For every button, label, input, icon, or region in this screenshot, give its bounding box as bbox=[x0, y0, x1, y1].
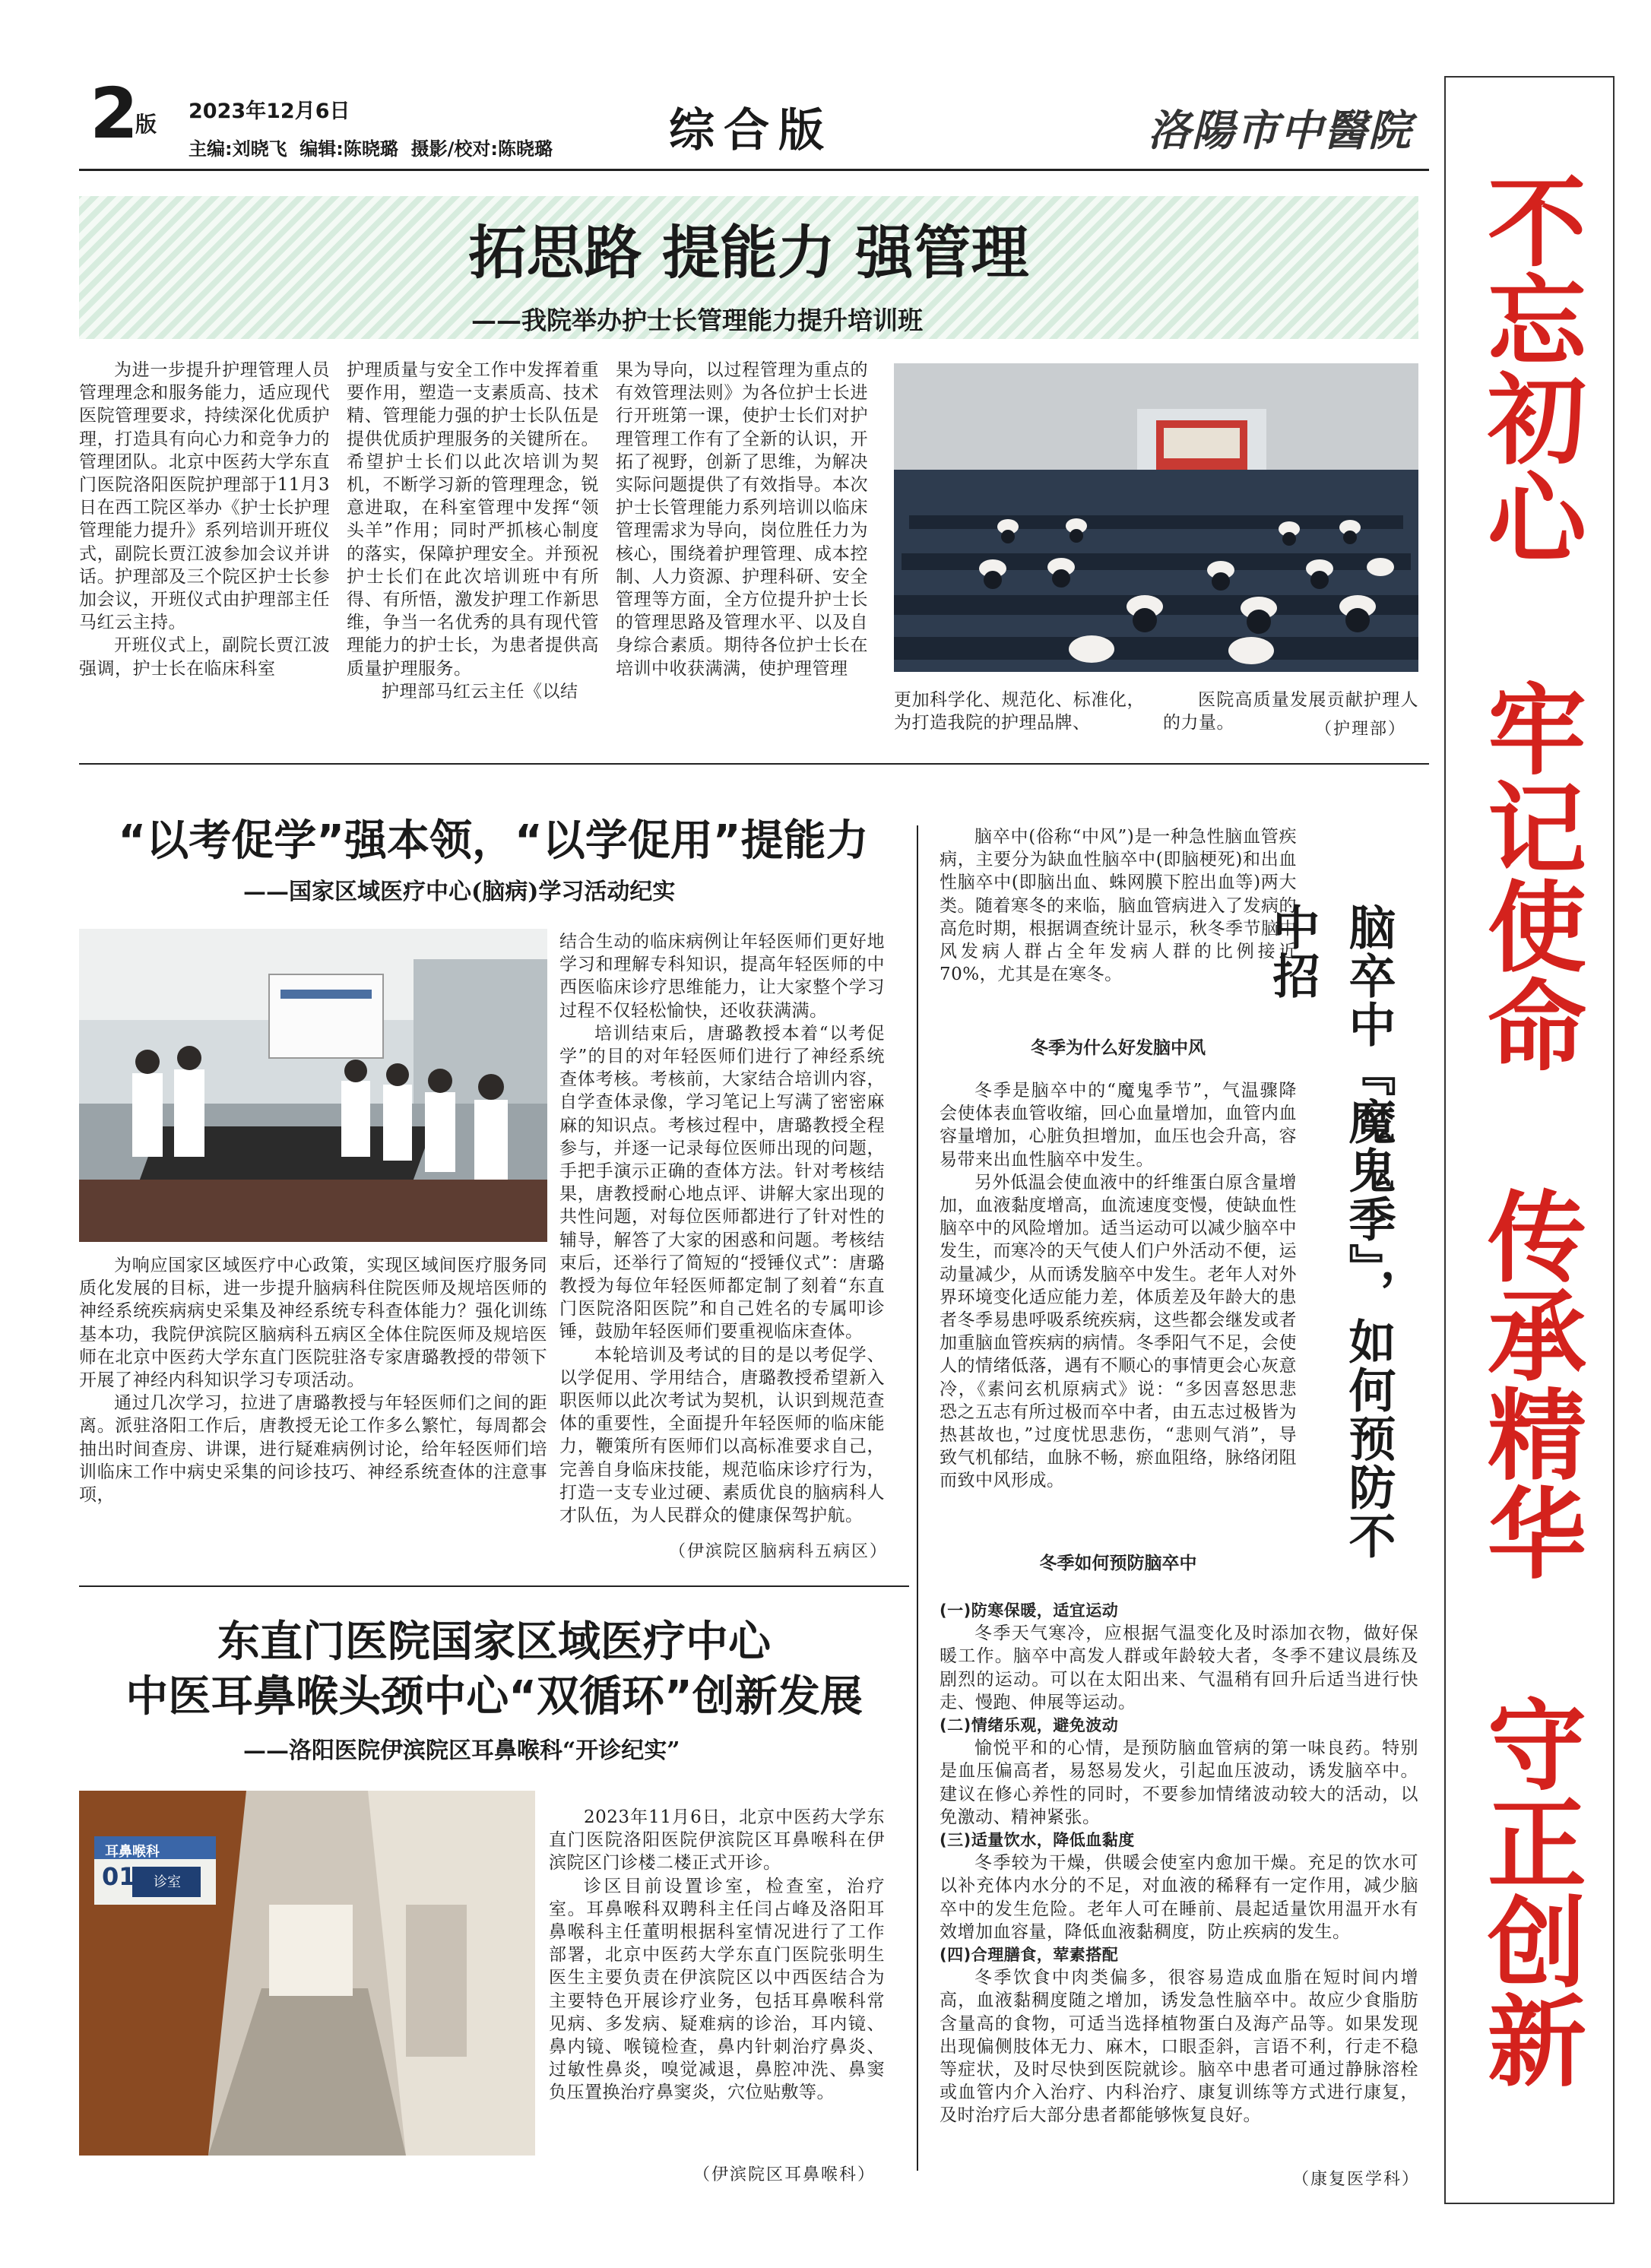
hospital-logo: 洛陽市中醫院 bbox=[1148, 106, 1412, 156]
article1-column-4: 更加科学化、规范化、标准化，为打造我院的护理品牌、 bbox=[894, 690, 1145, 733]
article1-column-5: 医院高质量发展贡献护理人的力量。 bbox=[1163, 690, 1418, 733]
slogan-line-3: 传承精华 bbox=[1471, 1186, 1588, 1581]
article1-source: （护理部） bbox=[1315, 720, 1407, 739]
doctor-training-photo bbox=[79, 929, 547, 1242]
article4-intro: 脑卒中(俗称“中风”)是一种急性脑血管疾病，主要分为缺血性脑卒中(即脑梗死)和出血性脑卒中(即脑出血、蛛网膜下腔出血等)两大类。随着寒冬的来临，脑血管病进入了发病的高危时期，根据调查统计显示，秋冬季节脑中风发病人群占全年发病人群的比例接近70%，尤其是在寒冬。 bbox=[940, 827, 1297, 985]
article3-source: （伊滨院区耳鼻喉科） bbox=[693, 2165, 876, 2184]
article4-heading-2: 冬季如何预防脑卒中 bbox=[1039, 1554, 1197, 1573]
article2-bottom-rule bbox=[79, 1585, 909, 1587]
clinic-sign-department: 耳鼻喉科 bbox=[105, 1844, 160, 1860]
article3-column: 2023年11月6日，北京中医药大学东直门医院洛阳医院伊滨院区耳鼻喉科在伊滨院区门诊楼二楼正式开诊。 诊区目前设置诊室，检查室，治疗室。耳鼻喉科双聘科主任闫占峰及洛阳耳鼻喉科主任董明根据科室情况进行了工作部署，北京中医药大学东直门医院张明生医生主要负责在伊滨院区以中西医结合为主要特色开展诊疗业务，包括耳鼻喉科常见病、多发病、疑难病的诊治，耳内镜、鼻内镜、喉镜检查，鼻内针刺治疗鼻炎、过敏性鼻炎，嗅觉减退，鼻腔冲洗、鼻窦负压置换治疗鼻窦炎，穴位贴敷等。 bbox=[549, 1807, 885, 2103]
slogan-line-2: 牢记使命 bbox=[1471, 678, 1588, 1073]
masthead-rule bbox=[79, 169, 1429, 171]
slogan-text bbox=[1444, 114, 1615, 2145]
article3-title-line-2: 中医耳鼻喉头颈中心“双循环”创新发展 bbox=[125, 1672, 863, 1722]
article2-left-column: 为响应国家区域医疗中心政策，实现区域间医疗服务同质化发展的目标，进一步提升脑病科住院医师及规培医师的神经系统疾病病史采集及神经系统专科查体能力？强化训练基本功，我院伊滨院区脑病科五病区全体住院医师及规培医师在北京中医药大学东直门医院驻洛专家唐璐教授的带领下开展了神经内科知识学习专项活动。 通过几次学习，拉进了唐璐教授与年轻医师们之间的距离。派驻洛阳工作后，唐教授无论工作多么繁忙，每周都会抽出时间查房、讲课，进行疑难病例讨论，给年轻医师们培训临床工作中病史采集的问诊技巧、神经系统查体的注意事项， bbox=[79, 1256, 547, 1506]
issue-date: 2023年12月6日 bbox=[189, 100, 350, 123]
article2-title: “以考促学”强本领，“以学促用”提能力 bbox=[118, 816, 869, 866]
article1-subtitle: ——我院举办护士长管理能力提升培训班 bbox=[471, 306, 923, 335]
clinic-sign-number: 01 bbox=[102, 1862, 136, 1891]
section-name: 综合版 bbox=[669, 104, 833, 157]
article4-source: （康复医学科） bbox=[1292, 2170, 1421, 2189]
article3-title-line-1: 东直门医院国家区域医疗中心 bbox=[217, 1617, 771, 1667]
editorial-credits: 主编:刘晓飞 编辑:陈晓璐 摄影/校对:陈晓璐 bbox=[189, 138, 553, 160]
training-hall-illustration bbox=[894, 363, 1418, 672]
article1-column-3: 果为导向，以过程管理为重点的有效管理法则》为各位护士长进行开班第一课，使护士长们对护理管理工作有了全新的认识，开拓了视野，创新了思维，为解决实际问题提供了有效指导。本次护士长管理能力系列培训以临床管理需求为导向，岗位胜任力为核心，围绕着护理管理、成本控制、人力资源、护理科研、安全管理等方面，全方位提升护士长的管理思路及管理水平、以及自身综合素质。期待各位护士长在培训中收获满满，使护理管理 bbox=[616, 360, 868, 679]
article4-vertical-title: 脑卒中『魔鬼季』，如何预防不中招 bbox=[1265, 903, 1396, 1560]
ent-clinic-photo bbox=[79, 1791, 535, 2156]
article2-right-column: 结合生动的临床病例让年轻医师们更好地学习和理解专科知识，提高年轻医师的中西医临床诊疗思维能力，让大家整个学习过程不仅轻松愉快，还收获满满。 培训结束后，唐璐教授本着“以考促学”的目的对年轻医师们进行了神经系统查体考核。考核前，大家结合培训内容，自学查体录像，学习笔记上写满了密密麻麻的知识点。考核过程中，唐璐教授全程参与，并逐一记录每位医师出现的问题，手把手演示正确的查体方法。针对考核结果，唐教授耐心地点评、讲解大家出现的共性问题，对每位医师都进行了针对性的辅导，解答了大家的困惑和问题。考核结束后，还举行了简短的“授锤仪式”：唐璐教授为每位年轻医师都定制了刻着“东直门医院洛阳医院”和自己姓名的专属叩诊锤，鼓励年轻医师们要重视临床查体。 本轮培训及考试的目的是以考促学、以学促用、学用结合，唐璐教授希望新入职医师以此次考试为契机，认识到规范查体的重要性，全面提升年轻医师的临床能力，鞭策所有医师们以高标准要求自己，完善自身临床技能，规范临床诊疗行为，打造一支专业过硬、素质优良的脑病科人才队伍，为人民群众的健康保驾护航。 bbox=[559, 932, 885, 1526]
article4-body-2: (一)防寒保暖，适宜运动 冬季天气寒冷，应根据气温变化及时添加衣物，做好保暖工作。脑卒中高发人群或年龄较大者，冬季不建议晨练及剧烈的运动。可以在太阳出来、气温稍有回升后适当进行快走、慢跑、伸展等运动。 (二)情绪乐观，避免波动 愉悦平和的心情，是预防脑血管病的第一味良药。特别是血压偏高者，易怒易发火，引起血压波动，诱发脑卒中。建议在修心养性的同时，不要参加情绪波动较大的活动，以免激动、精神紧张。 (三)适量饮水，降低血黏度 冬季较为干燥，供暖会使室内愈加干燥。充足的饮水可以补充体内水分的不足，对血液的稀释有一定作用，减少脑卒中的发生危险。老年人可在睡前、晨起适量饮用温开水有效增加血容量，降低血液黏稠度，防止疾病的发生。 (四)合理膳食，荤素搭配 冬季饮食中肉类偏多，很容易造成血脂在短时间内增高，血液黏稠度随之增加，诱发急性脑卒中。故应少食脂肪含量高的食物，可适当选择植物蛋白及海产品等。如果发现出现偏侧肢体无力、麻木，口眼歪斜，言语不利，行走不稳等症状，及时尽快到医院就诊。脑卒中患者可通过静脉溶栓或血管内介入治疗、内科治疗、康复训练等方式进行康复，及时治疗后大部分患者都能够恢复良好。 bbox=[940, 1601, 1418, 2126]
clinic-sign-room: 诊室 bbox=[154, 1874, 181, 1890]
slogan-line-1: 不忘初心 bbox=[1471, 170, 1588, 565]
article3-subtitle: ——洛阳医院伊滨院区耳鼻喉科“开诊纪实” bbox=[243, 1737, 680, 1764]
nurse-training-photo bbox=[894, 363, 1418, 672]
meeting-room-illustration bbox=[79, 929, 547, 1242]
article4-body-1: 冬季是脑卒中的“魔鬼季节”，气温骤降会使体表血管收缩，回心血量增加，血管内血容量增加，心脏负担增加，血压也会升高，容易带来出血性脑卒中发生。 另外低温会使血液中的纤维蛋白原含量增加，血液黏度增高，血流速度变慢，使缺血性脑卒中的风险增加。适当运动可以减少脑卒中发生，而寒冷的天气使人们户外活动不便，运动量减少，从而诱发脑卒中发生。老年人对外界环境变化适应能力差，体质差及年龄大的患者冬季易患呼吸系统疾病，这些都会继发或者加重脑血管疾病的病情。冬季阳气不足，会使人的情绪低落，遇有不顺心的事情更会心灰意冷，《素问玄机原病式》说：“多因喜怒思悲恐之五志有所过极而卒中者，由五志过极皆为热甚故也，”过度忧思悲伤，“悲则气消”，导致气机郁结，血脉不畅，瘀血阻络，脉络闭阻而致中风形成。 bbox=[940, 1081, 1297, 1491]
article2-source: （伊滨院区脑病科五病区） bbox=[669, 1542, 889, 1561]
article4-heading-1: 冬季为什么好发脑中风 bbox=[1031, 1038, 1206, 1058]
article1-column-1: 为进一步提升护理管理人员管理理念和服务能力，适应现代医院管理要求，持续深化优质护理，打造具有向心力和竞争力的管理团队。北京中医药大学东直门医院洛阳医院护理部于11月3日在西工院区举办《护士长护理管理能力提升》系列培训开班仪式，副院长贾江波参加会议并讲话。护理部及三个院区护士长参加会议，开班仪式由护理部主任马红云主持。 开班仪式上，副院长贾江波强调，护士长在临床科室 bbox=[79, 360, 330, 679]
masthead bbox=[0, 0, 1429, 167]
article1-title: 拓思路 提能力 强管理 bbox=[468, 219, 1029, 287]
article1-column-2: 护理质量与安全工作中发挥着重要作用，塑造一支素质高、技术精、管理能力强的护士长队伍是提供优质护理服务的关键所在。希望护士长们以此次培训为契机，不断学习新的管理理念，锐意进取，在科室管理中发挥“领头羊”作用；同时严抓核心制度的落实，保障护理安全。并预祝护士长们在此次培训班中有所得、有所悟，激发护理工作新思维，争当一名优秀的具有现代管理能力的护士长，为患者提供高质量护理服务。 护理部马红云主任《以结 bbox=[347, 360, 599, 702]
article2-subtitle: ——国家区域医疗中心(脑病)学习活动纪实 bbox=[243, 879, 676, 905]
page-number: 2 bbox=[90, 73, 139, 154]
column-divider bbox=[917, 825, 918, 2171]
article1-bottom-rule bbox=[79, 763, 1429, 765]
page-unit: 版 bbox=[135, 112, 157, 137]
slogan-line-4: 守正创新 bbox=[1471, 1693, 1588, 2089]
